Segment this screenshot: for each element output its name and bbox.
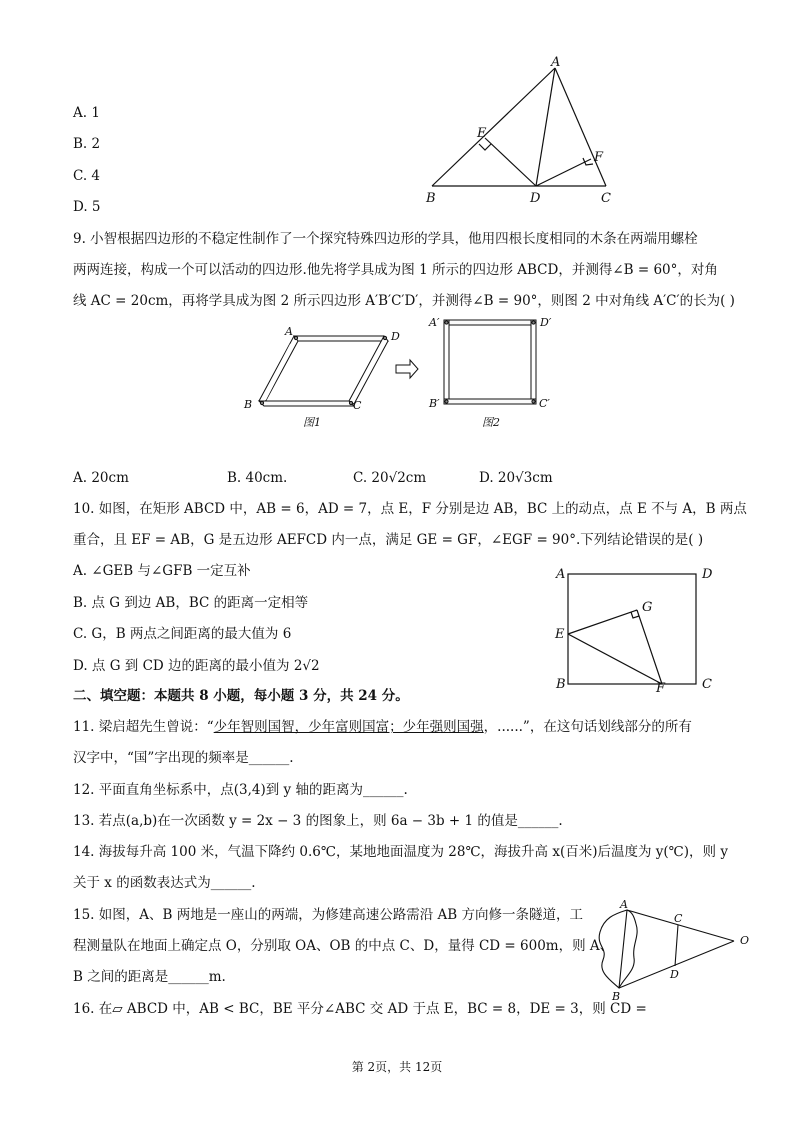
q15-label-c: C bbox=[674, 912, 683, 925]
page-footer: 第 2页，共 12页 bbox=[351, 1060, 443, 1074]
q9-option-d: D. 20√3cm bbox=[479, 470, 553, 486]
q9-fig2-label-a: A′ bbox=[429, 316, 440, 329]
q16-text: 16. 在▱ ABCD 中，AB < BC，BE 平分∠ABC 交 AD 于点 E，BC = 8，DE = 3，则 CD = bbox=[73, 1001, 647, 1017]
q15-tunnel-figure bbox=[594, 896, 759, 1008]
q9-fig1-label-c: C bbox=[353, 399, 362, 412]
q9-option-c: C. 20√2cm bbox=[353, 470, 427, 486]
q8-option-d: D. 5 bbox=[73, 199, 101, 215]
q15-label-a: A bbox=[620, 898, 628, 911]
q10-label-d: D bbox=[702, 567, 713, 582]
q9-option-b: B. 40cm. bbox=[227, 470, 288, 486]
q10-text-line1: 10. 如图，在矩形 ABCD 中，AB = 6，AD = 7，点 E，F 分别是边 AB，BC 上的动点，点 E 不与 A，B 两点 bbox=[73, 501, 747, 517]
q9-text-line3: 线 AC = 20cm，再将学具成为图 2 所示四边形 A′B′C′D′，并测得∠B = 90°，则图 2 中对角线 A′C′的长为( ) bbox=[73, 293, 735, 309]
q8-option-c: C. 4 bbox=[73, 168, 101, 184]
q15-text-line2: 程测量队在地面上确定点 O，分别取 OA、OB 的中点 C、D，量得 CD = 600m，则 A、 bbox=[73, 938, 614, 954]
q9-fig2-caption: 图2 bbox=[482, 416, 500, 429]
q11-text-line2: 汉字中，“国”字出现的频率是______. bbox=[73, 750, 294, 766]
q12-text: 12. 平面直角坐标系中，点(3,4)到 y 轴的距离为______. bbox=[73, 782, 408, 798]
q10-option-a: A. ∠GEB 与∠GFB 一定互补 bbox=[73, 563, 251, 579]
q15-text-line3: B 之间的距离是______m. bbox=[73, 969, 226, 985]
q10-option-c: C. G，B 两点之间距离的最大值为 6 bbox=[73, 626, 292, 642]
q11-text-line1 bbox=[73, 717, 692, 737]
q8-triangle-figure bbox=[420, 55, 620, 205]
q13-text: 13. 若点(a,b)在一次函数 y = 2x − 3 的图象上，则 6a − 3b + 1 的值是______. bbox=[73, 813, 563, 829]
q11-suffix: ，......”，在这句话划线部分的所有 bbox=[483, 719, 692, 735]
q9-text-line1: 9. 小智根据四边形的不稳定性制作了一个探究特殊四边形的学具，他用四根长度相同的木条在两端用螺栓 bbox=[73, 231, 698, 247]
q10-label-g: G bbox=[642, 600, 653, 615]
q8-label-a: A bbox=[551, 55, 561, 70]
q9-figures bbox=[238, 313, 568, 435]
q9-fig1-label-a: A bbox=[285, 325, 293, 338]
q8-label-e: E bbox=[477, 126, 487, 141]
q8-option-b: B. 2 bbox=[73, 136, 101, 152]
q15-label-d: D bbox=[670, 968, 679, 981]
q15-text-line1: 15. 如图，A、B 两地是一座山的两端，为修建高速公路需沿 AB 方向修一条隧道，工 bbox=[73, 907, 583, 923]
q8-label-b: B bbox=[426, 191, 436, 205]
q9-fig2-label-b: B′ bbox=[429, 397, 440, 410]
q10-label-b: B bbox=[556, 677, 566, 692]
q9-fig2-label-d: D′ bbox=[540, 316, 552, 329]
q9-fig2-label-c: C′ bbox=[539, 397, 550, 410]
q10-option-d: D. 点 G 到 CD 边的距离的最小值为 2√2 bbox=[73, 658, 320, 674]
q10-label-f: F bbox=[656, 681, 666, 693]
q9-fig1-caption: 图1 bbox=[303, 416, 321, 429]
q15-label-o: O bbox=[740, 934, 750, 947]
q9-fig1-label-b: B bbox=[244, 398, 253, 411]
q8-label-c: C bbox=[601, 191, 611, 205]
q9-arrow-icon bbox=[396, 360, 418, 378]
q10-text-line2: 重合，且 EF = AB，G 是五边形 AEFCD 内一点，满足 GE = GF，∠EGF = 90°.下列结论错误的是( ) bbox=[73, 532, 704, 548]
q8-label-d: D bbox=[530, 191, 541, 205]
q10-label-c: C bbox=[702, 677, 712, 692]
q8-label-f: F bbox=[594, 150, 604, 165]
q11-underlined-quote: 少年智则国智，少年富则国富；少年强则国强 bbox=[213, 719, 484, 735]
q14-text-line1: 14. 海拔每升高 100 米，气温下降约 0.6℃，某地地面温度为 28℃，海拔升高 x(百米)后温度为 y(℃)，则 y bbox=[73, 844, 728, 860]
q11-prefix: 11. 梁启超先生曾说：“ bbox=[73, 719, 214, 735]
q8-option-a: A. 1 bbox=[73, 105, 100, 121]
q10-rectangle-figure bbox=[552, 563, 722, 693]
q9-option-a: A. 20cm bbox=[73, 470, 129, 486]
q10-label-a: A bbox=[556, 567, 566, 582]
q10-label-e: E bbox=[555, 627, 565, 642]
q15-label-b: B bbox=[612, 990, 621, 1003]
q9-text-line2: 两两连接，构成一个可以活动的四边形.他先将学具成为图 1 所示的四边形 ABCD，并测得∠B = 60°，对角 bbox=[73, 262, 718, 278]
q9-fig1-label-d: D bbox=[391, 330, 400, 343]
q10-option-b: B. 点 G 到边 AB，BC 的距离一定相等 bbox=[73, 595, 309, 611]
q14-text-line2: 关于 x 的函数表达式为______. bbox=[73, 875, 256, 891]
section-fill-in-title: 二、填空题：本题共 8 小题，每小题 3 分，共 24 分。 bbox=[73, 688, 409, 704]
